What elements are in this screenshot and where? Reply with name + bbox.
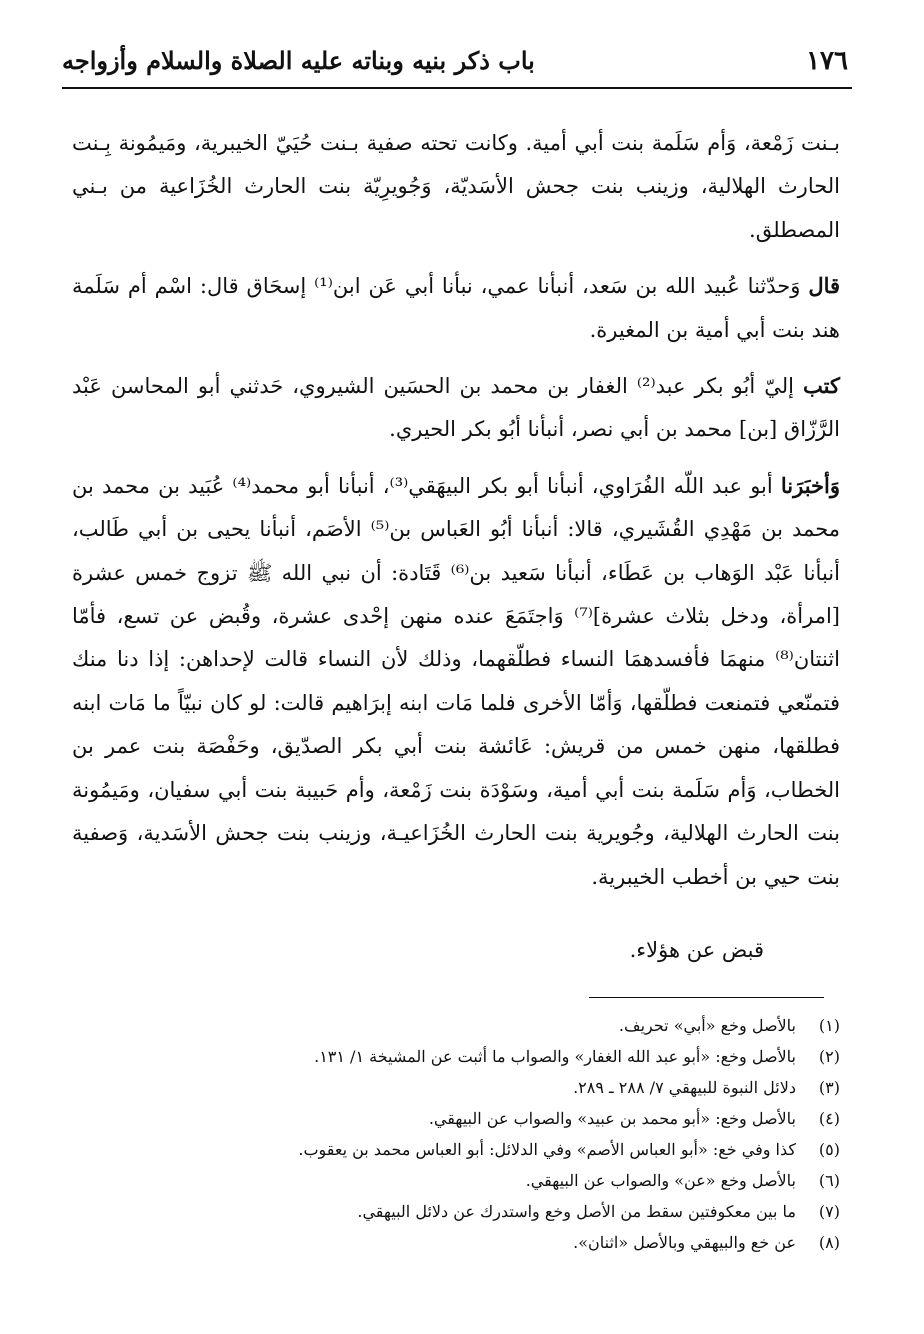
footnote-text: ما بين معكوفتين سقط من الأصل وخع واستدرك عن دلائل البيهقي. — [357, 1202, 796, 1221]
paragraph — [72, 264, 840, 352]
footnote-text: بالأصل وخع «عن» والصواب عن البيهقي. — [525, 1171, 796, 1190]
footnote-text: بالأصل وخع: «أبو محمد بن عبيد» والصواب عن البيهقي. — [428, 1109, 796, 1128]
footnote-rule — [589, 997, 824, 998]
footnote-text: دلائل النبوة للبيهقي ٧/ ٢٨٨ ـ ٢٨٩. — [573, 1078, 796, 1097]
page-header — [62, 46, 848, 86]
footnote — [80, 1072, 840, 1103]
closing-line: قبض عن هؤلاء. — [629, 938, 764, 962]
footnote-number: (٧) — [818, 1202, 840, 1221]
footnote-text: كذا وفي خع: «أبو العباس الأصم» وفي الدلائل: أبو العباس محمد بن يعقوب. — [298, 1140, 796, 1159]
footnote — [80, 1041, 840, 1072]
footnote — [80, 1165, 840, 1196]
footnotes — [80, 1010, 840, 1258]
running-title: باب ذكر بنيه وبناته عليه الصلاة والسلام وأزواجه — [62, 46, 535, 75]
paragraph — [72, 464, 840, 899]
footnote-number: (٦) — [818, 1171, 840, 1190]
footnote-number: (٣) — [818, 1078, 840, 1097]
footnote — [80, 1010, 840, 1041]
paragraph-text: وَحدّثنا عُبيد الله بن سَعد، أنبأنا عمي، نبأنا أبي عَن ابن⁽¹⁾ إسحَاق قال: اسْم أم سَلَمة هند بنت أبي أمية بن المغيرة. — [72, 274, 840, 342]
paragraph-text: أبو عبد اللّه الفُرَاوي، أنبأنا أبو بكر البيهَقي⁽³⁾، أنبأنا أبو محمد⁽⁴⁾ عُبَيد بن محمد بن محمد بن مَهْدِي القُشَيري، قالا: أنبأنا أبُو العَباس بن⁽⁵⁾ الأصَم، أنبأنا يحيى بن أبي طَالب، أنبأنا عَبْد الوَهاب بن عَطَاء، أنبأنا سَعيد بن⁽⁶⁾ قَتَادة: أن نبي الله ﷺ تزوج خمس عشرة [امرأة، ودخل بثلاث عشرة]⁽⁷⁾ وَاجتَمَعَ عنده منهن إحْدى عشرة، وقُبض عن تسع، فأمّا اثنتان⁽⁸⁾ منهمَا فأفسدهمَا النساء فطلّقهما، وذلك لأن النساء قالت لإحداهن: إذا دنا منك فتمنّعي فتمنعت فطلّقها، وَأمّا الأخرى فلما مَات ابنه إبرَاهيم قالت: لو كان نبيّاً ما مَات ابنه فطلقها، منهن خمس من قريش: عَائشة بنت أبي بكر الصدّيق، وحَفْصَة بنت عمر بن الخطاب، وَأم سَلَمة بنت أبي أمية، وسَوْدَة بنت زَمْعة، وأم حَبيبة بنت أبي سفيان، ومَيمُونة بنت الحارث الهلالية، وجُويرية بنت الحارث الخُزَاعيـة، وزينب بنت جحش الأسَدية، وَصفية بنت حيي بن أخطب الخيبرية. — [72, 473, 840, 889]
footnote-number: (٨) — [818, 1233, 840, 1252]
header-rule — [62, 87, 852, 89]
footnote-text: بالأصل وخع «أبي» تحريف. — [618, 1016, 796, 1035]
paragraph-lead: كتب — [803, 373, 840, 399]
footnote — [80, 1134, 840, 1165]
paragraph — [72, 122, 840, 252]
page-number: ١٧٦ — [806, 46, 848, 76]
footnote-text: بالأصل وخع: «أبو عبد الله الغفار» والصواب ما أثبت عن المشيخة ١/ ١٣١. — [314, 1047, 796, 1066]
footnote-number: (٤) — [818, 1109, 840, 1128]
paragraph — [72, 364, 840, 452]
paragraph-lead: وَأخبَرَنا — [780, 472, 841, 498]
footnote-text: عن خع والبيهقي وبالأصل «اثنان». — [573, 1233, 796, 1252]
footnote — [80, 1227, 840, 1258]
footnote-number: (١) — [818, 1016, 840, 1035]
footnote-number: (٢) — [818, 1047, 840, 1066]
paragraph-text: بـنت زَمْعة، وَأم سَلَمة بنت أبي أمية. وكانت تحته صفية بـنت حُيَيّ الخيبرية، ومَيمُونة بِـنت الحارث الهلالية، وزينب بنت جحش الأسَديّة، وَجُويرِيّة بنت الحارث الخُزَاعية من بـني المصطلق. — [72, 131, 840, 242]
footnote-number: (٥) — [818, 1140, 840, 1159]
main-text — [72, 122, 840, 909]
footnote — [80, 1196, 840, 1227]
paragraph-lead: قال — [808, 273, 841, 299]
footnote — [80, 1103, 840, 1134]
paragraph-text: إليّ أبُو بكر عبد⁽²⁾ الغفار بن محمد بن الحسَين الشيروي، حَدثني أبو المحاسن عَبْد الرَّزّاق [بن] محمد بن أبي نصر، أنبأنا أبُو بكر الحيري. — [72, 374, 840, 442]
